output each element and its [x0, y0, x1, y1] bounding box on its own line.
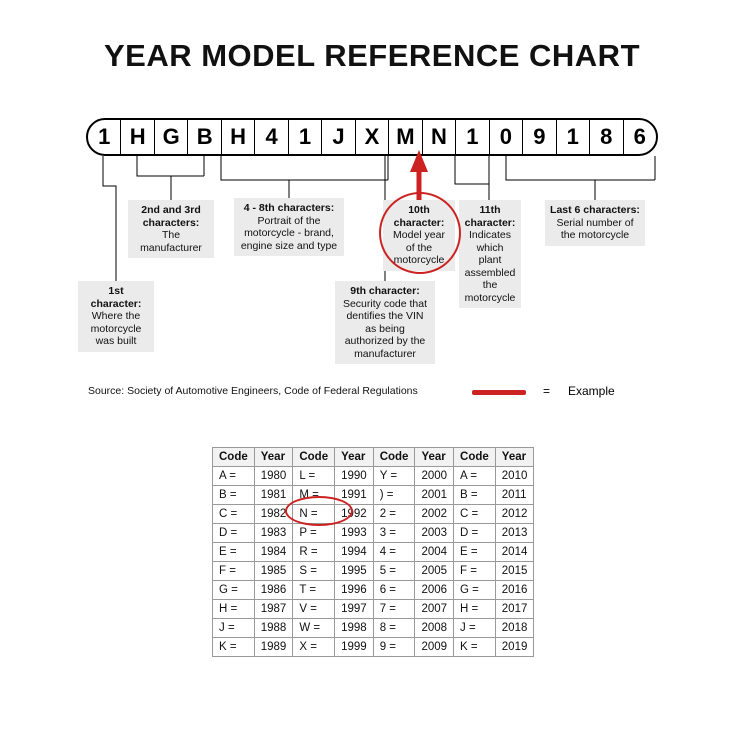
- callout-2nd-3rd-characters: [128, 200, 214, 258]
- callout-heading: 2nd and 3rd characters:: [141, 204, 201, 229]
- callout-1st-character: [78, 281, 154, 352]
- year-cell: 2012: [495, 505, 534, 524]
- year-cell: 2000: [415, 467, 454, 486]
- callout-body: Indicates which plant assembled the motorcycle: [464, 229, 516, 304]
- table-row: [213, 467, 534, 486]
- vin-char: M: [389, 120, 422, 154]
- callout-heading: Last 6 characters:: [550, 204, 640, 216]
- year-cell: 2002: [415, 505, 454, 524]
- code-cell: L =: [293, 467, 335, 486]
- table-row: [213, 562, 534, 581]
- year-cell: 2004: [415, 543, 454, 562]
- code-cell: 6 =: [373, 581, 415, 600]
- code-cell: D =: [454, 524, 496, 543]
- vin-char: N: [423, 120, 456, 154]
- code-cell: 8 =: [373, 619, 415, 638]
- column-header: Year: [495, 448, 534, 467]
- year-cell: 2014: [495, 543, 534, 562]
- code-cell: E =: [454, 543, 496, 562]
- year-cell: 2001: [415, 486, 454, 505]
- table-row: [213, 638, 534, 657]
- legend-dash-icon: [472, 390, 526, 395]
- year-cell: 1981: [254, 486, 293, 505]
- year-cell: 1996: [335, 581, 374, 600]
- code-cell: B =: [454, 486, 496, 505]
- year-cell: 1998: [335, 619, 374, 638]
- vin-char: 1: [557, 120, 590, 154]
- code-cell: N =: [293, 505, 335, 524]
- code-cell: K =: [454, 638, 496, 657]
- code-cell: 5 =: [373, 562, 415, 581]
- callout-9th-character: [335, 281, 435, 364]
- code-cell: S =: [293, 562, 335, 581]
- year-cell: 2013: [495, 524, 534, 543]
- code-cell: M =: [293, 486, 335, 505]
- callout-last-6-characters: [545, 200, 645, 246]
- code-cell: D =: [213, 524, 255, 543]
- year-cell: 2019: [495, 638, 534, 657]
- code-cell: E =: [213, 543, 255, 562]
- code-cell: T =: [293, 581, 335, 600]
- table-row: [213, 524, 534, 543]
- code-cell: 3 =: [373, 524, 415, 543]
- code-cell: Y =: [373, 467, 415, 486]
- year-cell: 2017: [495, 600, 534, 619]
- code-year-table: [212, 447, 534, 657]
- code-cell: J =: [454, 619, 496, 638]
- code-cell: C =: [454, 505, 496, 524]
- table-header-row: [213, 448, 534, 467]
- table-row: [213, 543, 534, 562]
- source-note: Source: Society of Automotive Engineers, Code of Federal Regulations: [88, 385, 418, 397]
- code-cell: G =: [454, 581, 496, 600]
- callout-heading: 4 - 8th characters:: [243, 202, 335, 214]
- year-cell: 2005: [415, 562, 454, 581]
- year-cell: 2009: [415, 638, 454, 657]
- year-cell: 1982: [254, 505, 293, 524]
- code-cell: R =: [293, 543, 335, 562]
- column-header: Code: [373, 448, 415, 467]
- year-cell: 1995: [335, 562, 374, 581]
- code-cell: W =: [293, 619, 335, 638]
- code-cell: X =: [293, 638, 335, 657]
- code-cell: A =: [454, 467, 496, 486]
- vin-char: 0: [490, 120, 523, 154]
- column-header: Code: [454, 448, 496, 467]
- callout-heading: 10th character:: [393, 204, 445, 229]
- vin-char: 4: [255, 120, 288, 154]
- year-cell: 2015: [495, 562, 534, 581]
- year-cell: 1990: [335, 467, 374, 486]
- callout-heading: 1st character:: [90, 285, 142, 310]
- code-cell: V =: [293, 600, 335, 619]
- vin-char: 1: [456, 120, 489, 154]
- year-cell: 1985: [254, 562, 293, 581]
- year-cell: 2007: [415, 600, 454, 619]
- code-cell: F =: [454, 562, 496, 581]
- code-cell: H =: [213, 600, 255, 619]
- code-cell: G =: [213, 581, 255, 600]
- code-cell: F =: [213, 562, 255, 581]
- callout-body: Serial number of the motorcycle: [556, 216, 634, 241]
- year-cell: 2011: [495, 486, 534, 505]
- column-header: Code: [213, 448, 255, 467]
- year-cell: 1993: [335, 524, 374, 543]
- year-cell: 2003: [415, 524, 454, 543]
- code-cell: ) =: [373, 486, 415, 505]
- code-cell: C =: [213, 505, 255, 524]
- legend-label: Example: [568, 384, 615, 398]
- vin-char: H: [222, 120, 255, 154]
- year-cell: 2008: [415, 619, 454, 638]
- year-cell: 1991: [335, 486, 374, 505]
- code-cell: 7 =: [373, 600, 415, 619]
- column-header: Year: [415, 448, 454, 467]
- code-cell: 4 =: [373, 543, 415, 562]
- table-row: [213, 505, 534, 524]
- vin-number-bar: [86, 118, 658, 156]
- year-cell: 2010: [495, 467, 534, 486]
- year-cell: 1980: [254, 467, 293, 486]
- callout-11th-character: [459, 200, 521, 308]
- vin-char: 9: [523, 120, 556, 154]
- callout-body: Where the motorcycle was built: [90, 310, 142, 347]
- year-cell: 1997: [335, 600, 374, 619]
- callout-body: Security code that dentifies the VIN as being authorized by the manufacturer: [342, 297, 428, 360]
- vin-char: G: [155, 120, 188, 154]
- vin-char: X: [356, 120, 389, 154]
- code-cell: H =: [454, 600, 496, 619]
- code-cell: J =: [213, 619, 255, 638]
- year-cell: 2006: [415, 581, 454, 600]
- year-cell: 1986: [254, 581, 293, 600]
- year-cell: 1988: [254, 619, 293, 638]
- column-header: Year: [335, 448, 374, 467]
- callout-heading: 9th character:: [350, 285, 420, 297]
- year-cell: 1992: [335, 505, 374, 524]
- callout-body: Portrait of the motorcycle - brand, engine size and type: [240, 214, 338, 252]
- code-cell: 9 =: [373, 638, 415, 657]
- vin-char: B: [188, 120, 221, 154]
- code-cell: A =: [213, 467, 255, 486]
- year-cell: 1994: [335, 543, 374, 562]
- year-cell: 1999: [335, 638, 374, 657]
- callout-10th-character: [383, 200, 455, 271]
- page-title: YEAR MODEL REFERENCE CHART: [103, 38, 641, 73]
- code-cell: K =: [213, 638, 255, 657]
- legend-equals-sign: =: [543, 384, 551, 398]
- column-header: Code: [293, 448, 335, 467]
- code-cell: P =: [293, 524, 335, 543]
- column-header: Year: [254, 448, 293, 467]
- year-cell: 2018: [495, 619, 534, 638]
- callout-body: Model year of the motorcycle: [393, 229, 445, 266]
- year-cell: 1989: [254, 638, 293, 657]
- code-cell: 2 =: [373, 505, 415, 524]
- year-cell: 1983: [254, 524, 293, 543]
- year-cell: 1984: [254, 543, 293, 562]
- vin-char: 6: [633, 124, 646, 149]
- table-row: [213, 600, 534, 619]
- table-row: [213, 486, 534, 505]
- callout-heading: 11th character:: [464, 204, 516, 229]
- table-row: [213, 619, 534, 638]
- vin-char: 1: [88, 120, 121, 154]
- vin-char: J: [322, 120, 355, 154]
- table-row: [213, 581, 534, 600]
- vin-char: 1: [289, 120, 322, 154]
- vin-char: H: [121, 120, 154, 154]
- year-cell: 2016: [495, 581, 534, 600]
- code-cell: B =: [213, 486, 255, 505]
- year-cell: 1987: [254, 600, 293, 619]
- callout-4th-8th-characters: [234, 198, 344, 256]
- callout-body: The manufacturer: [140, 229, 202, 254]
- vin-char: 8: [590, 120, 623, 154]
